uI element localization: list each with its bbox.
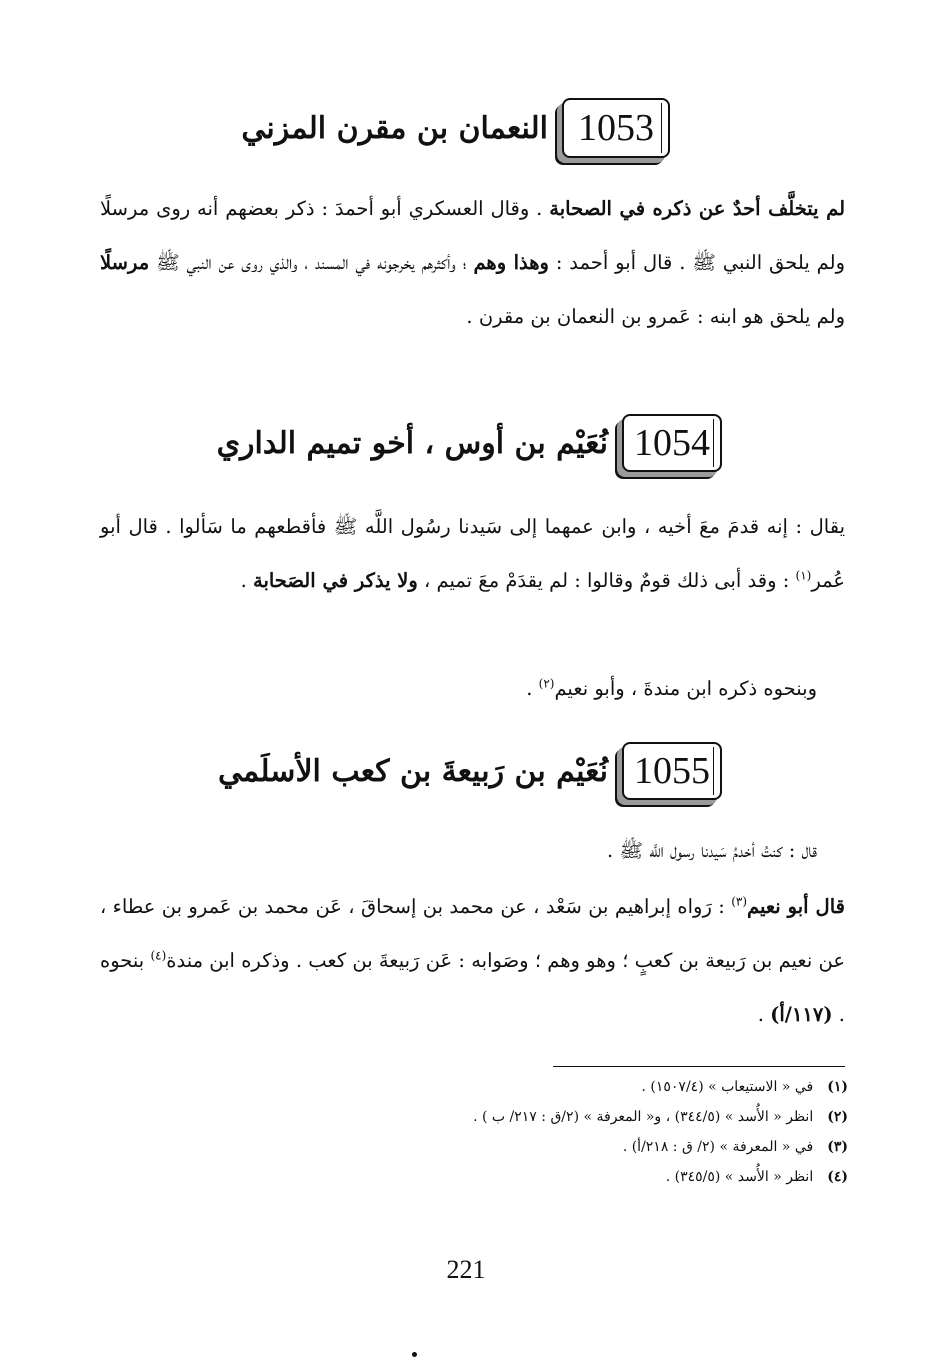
- entry-paragraph: [100, 500, 845, 608]
- paragraph-text: : وقد أبى ذلك قومٌ وقالوا : لم يقدَمْ معَ تميم ،: [417, 569, 796, 592]
- entry-title: النعمان بن مقرن المزني: [241, 110, 548, 146]
- entry-heading-1053: [241, 98, 670, 158]
- footnote-ref: (٢): [538, 676, 555, 691]
- entry-number: 1053: [578, 107, 654, 149]
- footnote-ref: (٣): [731, 894, 748, 909]
- entry-number-box: [622, 742, 722, 800]
- paragraph-text: يقال : إنه قدمَ معَ أخيه ، وابن عمهما إلى سَيدنا رسُول اللَّه ﷺ فأقطعهم ما سَألوا . قال أبو عُمر: [100, 515, 845, 592]
- bold-text: وهذا وهم: [473, 251, 549, 274]
- entry-paragraph: [100, 182, 845, 344]
- entry-heading-1054: [217, 414, 722, 472]
- paragraph-text: بنحوه .: [100, 949, 845, 1026]
- entry-number-box: [622, 414, 722, 472]
- entry-number-box: [562, 98, 670, 158]
- paragraph-text: وبنحوه ذكره ابن مندةَ ، وأبو نعيم: [554, 677, 817, 700]
- entry-number: 1055: [634, 750, 710, 792]
- footnote-number: (٢): [827, 1109, 848, 1125]
- entry-paragraph: [100, 880, 845, 1042]
- bold-text: قال أبو نعيم: [747, 895, 845, 918]
- footnote-number: (١): [827, 1079, 848, 1095]
- paragraph-text: .: [757, 1003, 771, 1026]
- footnote-text: انظر « الأُسد » (٣٤٥/٥) .: [665, 1169, 814, 1185]
- bold-text: (١١٧/أ): [770, 1003, 833, 1026]
- box-bar: [713, 747, 718, 795]
- footnote-ref: (٤): [150, 948, 167, 963]
- footnote: [300, 1102, 848, 1132]
- footnote: [300, 1132, 848, 1162]
- footnote: [300, 1162, 848, 1192]
- entry-number: 1054: [634, 422, 710, 464]
- box-bar: [661, 103, 666, 153]
- entry-title: نُعَيْم بن رَبيعةَ بن كعب الأسلَمي: [218, 753, 608, 789]
- paragraph-text: .: [240, 569, 253, 592]
- paragraph-text: قال : كنتُ أخدمُ سَيدنا رسول اللَّه ﷺ .: [607, 839, 817, 862]
- footnote-text: انظر « الأُسد » (٣٤٤/٥) ، و« المعرفة » (٢/ق : ٢١٧/ ب ) .: [473, 1109, 814, 1125]
- entry-title: نُعَيْم بن أوس ، أخو تميم الداري: [216, 425, 608, 461]
- print-dot: [412, 1352, 417, 1357]
- footnotes: [300, 1072, 848, 1192]
- footnote-number: (٤): [827, 1169, 848, 1185]
- bold-text: لم يتخلَّف أحدٌ عن ذكره في الصحابة: [549, 197, 846, 220]
- paragraph-text: .: [526, 677, 539, 700]
- footnote: [300, 1072, 848, 1102]
- paragraph-text: ولم يلحق هو ابنه : عَمرو بن النعمان بن مقرن .: [466, 305, 845, 328]
- paragraph-text: . وقال العسكري أبو أحمدَ : ذكر بعضهم أنه روى مرسلًا ولم يلحق النبي ﷺ . قال أبو أحمد :: [100, 197, 845, 274]
- box-bar: [713, 419, 718, 467]
- paragraph-text: : رَواه إبراهيم بن سَعْد ، عن محمد بن إسحاقَ ، عَن محمد بن عَمرو بن عطاء ، عن نعيم بن رَبيعة بن كعبٍ ؛ وهو وهم ؛ وصَوابه : عَن رَبيعةَ بن كعب . وذكره ابن مندة: [100, 895, 845, 972]
- page-number: 221: [446, 1255, 486, 1284]
- bold-text: ولا يذكر في الصَحابة: [252, 569, 418, 592]
- footnote-text: في « الاستيعاب » (١٥٠٧/٤) .: [641, 1079, 814, 1095]
- paragraph-text: ؛ وأكثرهم يخرجونه في المسند ، والذي روى عن النبي ﷺ: [149, 251, 474, 274]
- entry-paragraph: [100, 662, 845, 716]
- footnote-ref: (١): [795, 568, 812, 583]
- entry-heading-1055: [218, 742, 722, 800]
- footnote-divider: [553, 1066, 845, 1067]
- footnote-text: في « المعرفة » (٢/ ق : ٢١٨/أ) .: [622, 1139, 814, 1155]
- entry-paragraph: [100, 824, 845, 878]
- footnote-number: (٣): [827, 1139, 848, 1155]
- bold-text: مرسلًا: [100, 251, 150, 274]
